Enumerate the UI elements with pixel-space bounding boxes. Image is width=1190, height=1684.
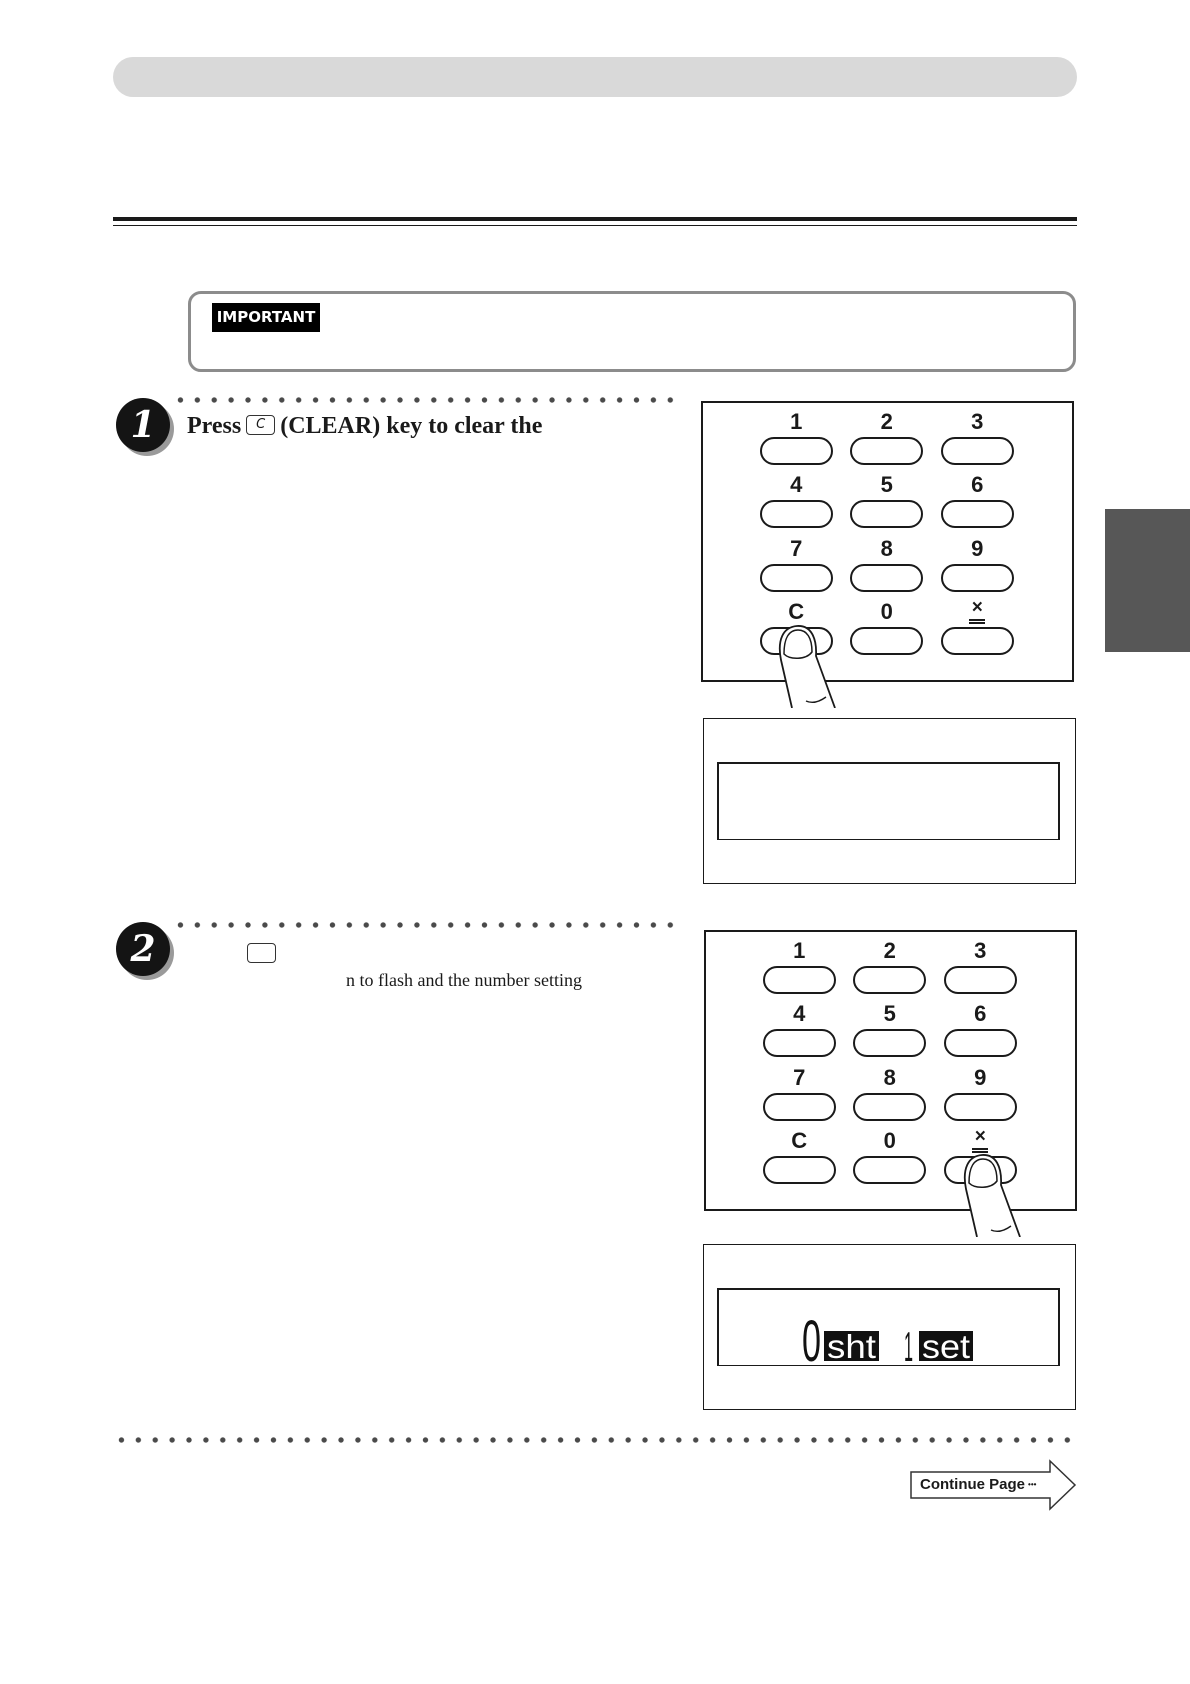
step-2-key-icon [247, 943, 276, 963]
key-label: 6 [974, 1001, 987, 1027]
lcd-readout [719, 1290, 1058, 1364]
key-button[interactable] [850, 500, 923, 528]
keypad-2-key-1[interactable] [754, 939, 845, 1002]
lcd-window-2 [717, 1288, 1060, 1366]
step-1-text-after: (CLEAR) key to clear the [280, 413, 543, 439]
key-label: 4 [790, 472, 803, 498]
key-label: 3 [971, 409, 984, 434]
section-rule-thick [113, 217, 1077, 221]
key-button[interactable] [853, 1093, 926, 1121]
step-2-divider [172, 922, 679, 928]
key-label: × [969, 600, 985, 624]
key-label: 0 [883, 1127, 896, 1153]
key-label: 1 [790, 409, 803, 434]
key-button[interactable] [944, 966, 1017, 994]
continue-page-label: Continue Page [920, 1476, 1026, 1493]
clear-key-icon: C [246, 415, 275, 435]
step-1-divider [172, 397, 679, 403]
step-1-text-before: Press [187, 413, 242, 439]
key-button[interactable] [760, 500, 833, 528]
keypad-2-key-3[interactable] [935, 939, 1026, 1002]
finger-press-icon [775, 624, 845, 708]
key-label: 6 [971, 472, 984, 498]
key-button[interactable] [760, 564, 833, 592]
key-button[interactable] [941, 627, 1014, 655]
key-button[interactable] [850, 437, 923, 465]
keypad-1-key-3[interactable] [932, 410, 1023, 473]
keypad-2-key-0[interactable] [845, 1129, 936, 1192]
step-1-number: 1 [116, 398, 170, 452]
key-button[interactable] [763, 1093, 836, 1121]
keypad-2-key-2[interactable] [845, 939, 936, 1002]
key-button[interactable] [763, 1029, 836, 1057]
key-label: 8 [880, 535, 893, 561]
step-2-text-line-2: n to flash and the number setting [346, 970, 582, 990]
keypad-2-key-6[interactable] [935, 1002, 1026, 1065]
key-label: C [791, 1127, 808, 1153]
key-button[interactable] [853, 1029, 926, 1057]
key-button[interactable] [763, 966, 836, 994]
key-label: 0 [880, 598, 893, 624]
key-label: 9 [974, 1064, 987, 1090]
keypad-2-key-9[interactable] [935, 1066, 1026, 1129]
key-label: × [972, 1129, 988, 1153]
key-label: 7 [793, 1064, 806, 1090]
important-notice-box [188, 291, 1076, 372]
keypad-2-key-4[interactable] [754, 1002, 845, 1065]
keypad-1-key-0[interactable] [842, 600, 933, 663]
key-button[interactable] [853, 1156, 926, 1184]
step-2-number: 2 [116, 922, 170, 976]
key-button[interactable] [944, 1029, 1017, 1057]
keypad-1-key-2[interactable] [842, 410, 933, 473]
keypad-2-key-5[interactable] [845, 1002, 936, 1065]
key-label: 8 [883, 1064, 896, 1090]
key-button[interactable] [944, 1093, 1017, 1121]
continue-page-dots: ••• [1028, 1480, 1037, 1489]
key-button[interactable] [850, 564, 923, 592]
key-label: 9 [971, 535, 984, 561]
key-button[interactable] [760, 437, 833, 465]
key-label: 1 [793, 938, 806, 963]
key-label: 5 [883, 1001, 896, 1027]
key-label: 3 [974, 938, 987, 963]
key-label: 2 [880, 409, 893, 434]
key-label: 7 [790, 535, 803, 561]
key-button[interactable] [941, 500, 1014, 528]
keypad-1-key-4[interactable] [751, 473, 842, 536]
lcd-display-illustration-2 [703, 1244, 1076, 1410]
step-1-instruction [187, 411, 542, 441]
lcd-window-1 [717, 762, 1060, 840]
lcd-copies-value: 0 [802, 1309, 821, 1364]
key-label: C [788, 598, 805, 624]
lcd-sets-value: 1 [904, 1323, 913, 1364]
key-button[interactable] [853, 966, 926, 994]
keypad-1-key-multiply[interactable] [932, 596, 1023, 663]
keypad-1-key-8[interactable] [842, 537, 933, 600]
key-button[interactable] [763, 1156, 836, 1184]
section-rule-thin [113, 225, 1077, 226]
key-label: 5 [880, 472, 893, 498]
keypad-2-key-clear[interactable] [754, 1129, 845, 1192]
lcd-copies-unit: sht [827, 1328, 876, 1364]
key-button[interactable] [850, 627, 923, 655]
keypad-illustration-1 [701, 401, 1074, 682]
step-2-badge [116, 922, 174, 980]
lcd-sets-unit: set [922, 1328, 970, 1364]
key-label: 4 [793, 1001, 806, 1027]
keypad-2-key-7[interactable] [754, 1066, 845, 1129]
keypad-1-key-6[interactable] [932, 473, 1023, 536]
keypad-1-key-9[interactable] [932, 537, 1023, 600]
key-label: 2 [883, 938, 896, 963]
chapter-side-tab [1105, 509, 1190, 652]
key-button[interactable] [941, 437, 1014, 465]
step-1-badge [116, 398, 174, 456]
keypad-1-key-5[interactable] [842, 473, 933, 536]
important-label: IMPORTANT [212, 303, 320, 332]
header-bar [113, 57, 1077, 97]
keypad-2-key-8[interactable] [845, 1066, 936, 1129]
keypad-1-key-7[interactable] [751, 537, 842, 600]
finger-press-icon [960, 1153, 1030, 1237]
key-button[interactable] [941, 564, 1014, 592]
keypad-1-key-1[interactable] [751, 410, 842, 473]
lcd-display-illustration-1 [703, 718, 1076, 884]
page-bottom-divider [113, 1437, 1074, 1443]
continue-page-link[interactable] [920, 1473, 1036, 1497]
